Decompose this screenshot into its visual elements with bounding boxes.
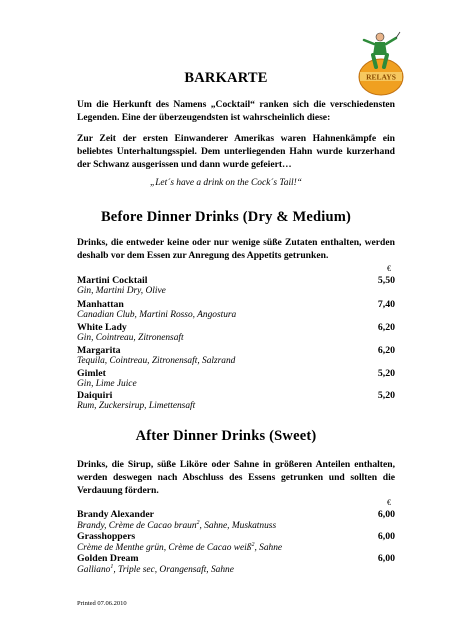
intro-paragraph: Um die Herkunft des Namens „Cocktail“ ranken sich die verschiedensten Legenden. Eine der überzeugendsten ist wahrscheinlich diese: (77, 99, 395, 123)
drink-name: White Lady (77, 322, 127, 333)
golfer-logo-icon (356, 30, 406, 100)
drink-item (77, 390, 395, 414)
drink-name: Martini Cocktail (77, 275, 148, 286)
drink-name: Daiquiri (77, 390, 113, 401)
drink-item (77, 368, 395, 392)
printed-date: Printed 07.06.2010 (77, 600, 127, 607)
svg-text:RELAYS: RELAYS (366, 72, 396, 82)
drink-price: 6,00 (377, 553, 395, 564)
drink-price: 6,20 (377, 322, 395, 333)
drink-name: Brandy Alexander (77, 509, 155, 520)
currency-label: € (387, 264, 391, 273)
before-dinner-heading: Before Dinner Drinks (Dry & Medium) (100, 209, 352, 225)
quote: „Let´s have a drink on the Cock´s Tail!“ (150, 178, 302, 188)
drink-ingredients: Rum, Zuckersirup, Limettensaft (77, 401, 196, 411)
drink-price: 5,20 (377, 368, 395, 379)
drink-ingredients: Gin, Cointreau, Zitronensaft (77, 333, 184, 343)
drink-price: 5,50 (377, 275, 395, 286)
drink-item (77, 322, 395, 346)
drink-item (77, 553, 395, 577)
after-dinner-heading: After Dinner Drinks (Sweet) (135, 428, 317, 444)
drink-item (77, 509, 395, 533)
drink-ingredients: Galliano$^1$, Triple sec, Orangensaft, Sahne (77, 564, 234, 576)
drink-price: 7,40 (377, 299, 395, 310)
after-dinner-description: Drinks, die Sirup, süße Liköre oder Sahne in größeren Anteilen enthalten, werden deswegen nach Abschluss des Essens getrunken und sollten die Verdauung fördern. (77, 459, 395, 496)
drink-item (77, 275, 395, 299)
page-title: BARKARTE (184, 70, 268, 86)
drink-name: Gimlet (77, 368, 106, 379)
drink-item (77, 531, 395, 555)
drink-ingredients: Crème de Menthe grün, Crème de Cacao weiß$^2$, Sahne (77, 542, 283, 554)
drink-ingredients: Gin, Lime Juice (77, 379, 137, 389)
drink-ingredients: Canadian Club, Martini Rosso, Angostura (77, 310, 237, 320)
drink-ingredients: Gin, Martini Dry, Olive (77, 286, 166, 296)
drink-name: Margarita (77, 345, 121, 356)
currency-label: € (387, 498, 391, 507)
drink-price: 6,00 (377, 509, 395, 520)
before-dinner-description: Drinks, die entweder keine oder nur wenige süße Zutaten enthalten, werden deshalb vor dem Essen zur Anregung des Appetits getrunken. (77, 237, 395, 261)
drink-name: Manhattan (77, 299, 124, 310)
cockfight-paragraph: Zur Zeit der ersten Einwanderer Amerikas waren Hahnenkämpfe ein beliebtes Unterhaltungsspiel. Dem unterliegenden Hahn wurde kurzerhand der Schwanz ausgerissen und dann wurde gefeiert… (77, 133, 395, 170)
drink-ingredients: Brandy, Crème de Cacao braun$^2$, Sahne, Muskatnuss (77, 520, 277, 532)
drink-price: 5,20 (377, 390, 395, 401)
drink-name: Grasshoppers (77, 531, 136, 542)
drink-price: 6,00 (377, 531, 395, 542)
drink-item (77, 345, 395, 369)
drink-item (77, 299, 395, 323)
drink-price: 6,20 (377, 345, 395, 356)
drink-ingredients: Tequila, Cointreau, Zitronensaft, Salzrand (77, 356, 236, 366)
drink-name: Golden Dream (77, 553, 139, 564)
